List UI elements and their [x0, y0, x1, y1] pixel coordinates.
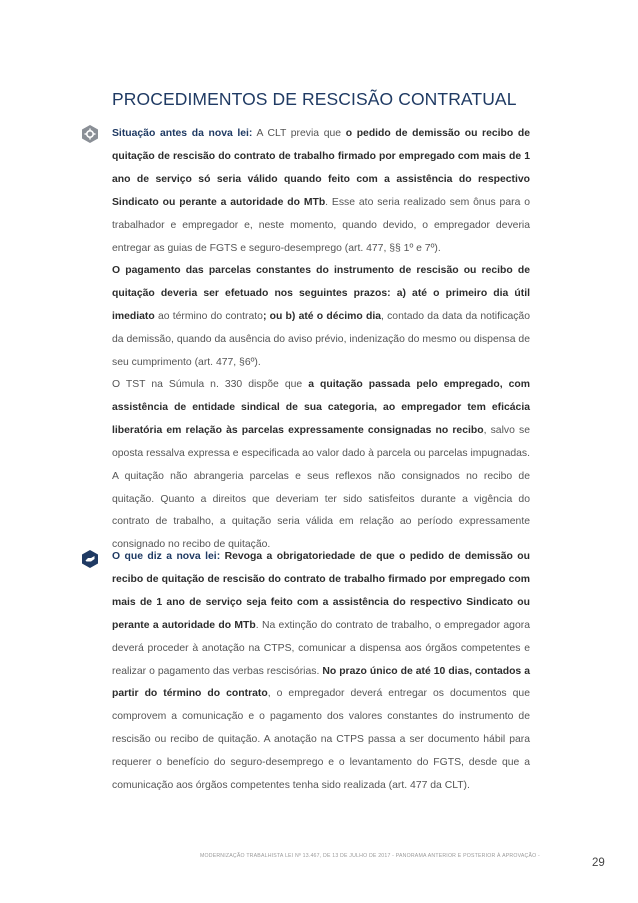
text-span: A CLT previa que [252, 128, 346, 139]
paragraph-new-law [112, 546, 530, 798]
bold-span: o pedido de demissão ou recibo de quitação de rescisão do contrato de trabalho firmado por empregado com mais de 1 ano de serviço só seria válido quando feito com a assistência do respectivo Sindicato ou perante a autoridade do MTb [112, 128, 531, 208]
hand-badge-icon [80, 549, 100, 569]
footer-running-title: MODERNIZAÇÃO TRABALHISTA LEI Nº 13.467, DE 13 DE JULHO DE 2017 - PANORAMA ANTERIOR E POSTERIOR À APROVAÇÃO - [200, 853, 540, 859]
text-span: . Na extinção do contrato de trabalho, o empregador agora deverá proceder à anotação na CTPS, comunicar a dispensa aos órgãos competentes e realizar o pagamento das verbas rescisórias. [112, 619, 530, 677]
lead-before-law: Situação antes da nova lei: [112, 128, 253, 139]
page-title: PROCEDIMENTOS DE RESCISÃO CONTRATUAL [112, 89, 517, 109]
bold-span: a quitação passada pelo empregado, com assistência de entidade sindical de sua categoria, ao empregador tem eficácia liberatória em relação às parcelas expressamente consignadas no recibo [112, 379, 530, 436]
page-number: 29 [592, 857, 605, 869]
text-span: . Esse ato seria realizado sem ônus para o trabalhador e empregador e, neste momento, quando devido, o empregador deveria entregar as guias de FGTS e seguro-desemprego (art. 477, §§ 1º e 7º). [112, 196, 531, 254]
bold-span: Revoga a obrigatoriedade de que o pedido de demissão ou recibo de quitação de rescisão do contrato de trabalho firmado por empregado com mais de 1 ano de serviço seja feito com a assistência do respectivo Sindicato ou perante a autoridade do MTb [112, 551, 530, 631]
text-span: ao término do contrato [154, 310, 263, 322]
lead-new-law: O que diz a nova lei: [112, 551, 221, 562]
text-span: , salvo se oposta ressalva expressa e especificada ao valor dado à parcela ou parcelas impugnadas. A quitação não abrangeria parcelas e seus reflexos não consignados no recibo de quitação. Quanto a direitos que deveriam ter sido satisfeitos durante a vigência do contrato de trabalho, a quitação seria válida em relação ao período expressamente consignado no recibo de quitação. [112, 424, 530, 551]
text-span: , o empregador deverá entregar os documentos que comprovem a comunicação e o pagamento dos valores constantes do instrumento de rescisão ou recibo de quitação. A anotação na CTPS passa a ser documento hábil para requerer o benefício do seguro-desemprego e o levantamento do FGTS, desde que a comunicação aos órgãos competentes tenha sido realizada (art. 477 da CLT). [112, 688, 530, 792]
paragraph-payment-deadlines [112, 260, 530, 375]
bold-span: ; ou b) até o décimo dia [262, 310, 381, 322]
text-span: , contado da data da notificação da demissão, quando da ausência do aviso prévio, indenização do mesmo ou dispensa de seu cumprimento (art. 477, §6º). [112, 310, 530, 368]
bold-span: O pagamento das parcelas constantes do instrumento de rescisão ou recibo de quitação deveria ser efetuado nos seguintes prazos: a) até o primeiro dia útil imediato [112, 265, 530, 322]
text-span: O TST na Súmula n. 330 dispõe que [112, 379, 309, 390]
paragraph-tst-sumula [112, 374, 530, 557]
paragraph-before-law [112, 123, 530, 260]
gear-badge-icon [80, 124, 100, 144]
bold-span: No prazo único de até 10 dias, contados a partir do término do contrato [112, 665, 530, 700]
